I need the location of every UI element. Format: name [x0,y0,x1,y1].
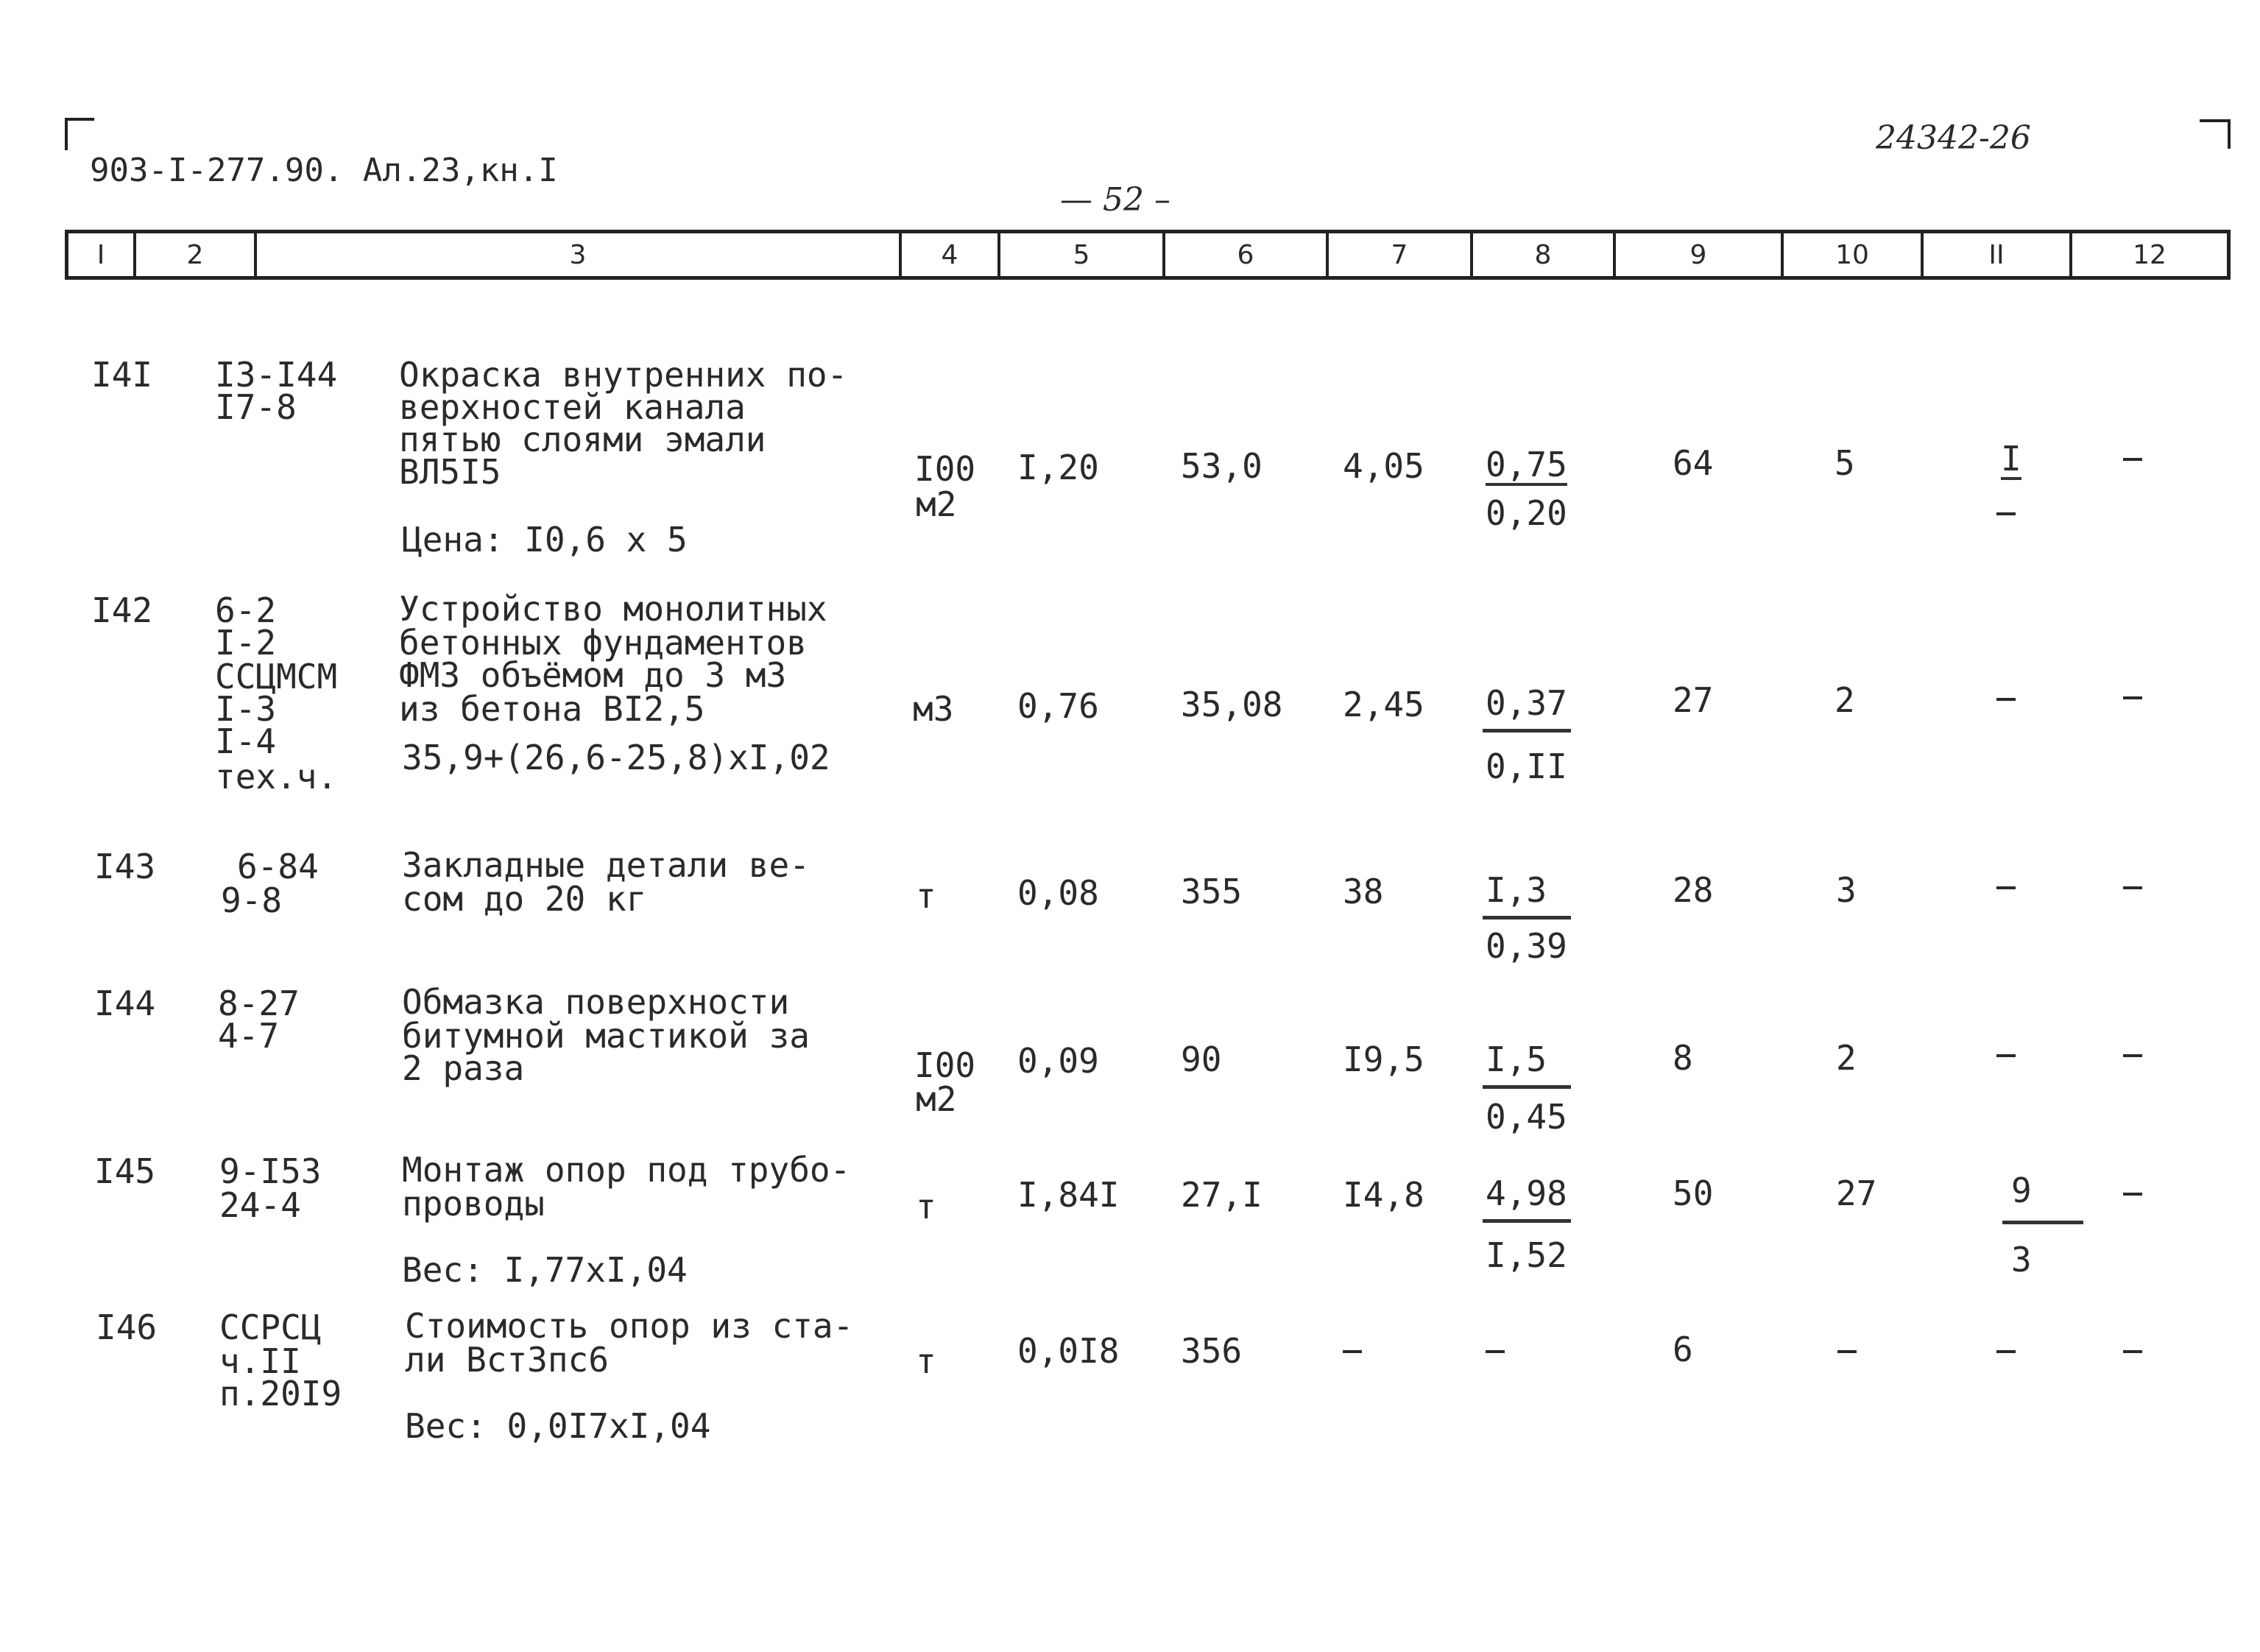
norm-code: I-2 [215,623,277,663]
col11-dash [1996,698,2016,701]
work-description: 2 раза [402,1048,525,1088]
work-description: проводы [402,1184,545,1224]
total-cost: 2,45 [1343,685,1424,724]
wage-bottom: 0,39 [1486,926,1567,966]
col12-dash [2123,886,2142,889]
norm-code: I3-I44 [215,355,338,395]
work-description: Монтаж опор под трубо- [402,1150,851,1190]
norm-code: 6-84 [237,847,319,886]
wage-bottom: 0,II [1486,746,1567,786]
norm-code: п.20I9 [219,1374,342,1413]
col12-dash [2123,1054,2142,1057]
work-description: ли ВстЗпс6 [405,1340,609,1380]
row-number: I45 [94,1151,156,1191]
price-note: Цена: I0,6 х 5 [402,520,688,560]
work-description: битумной мастикой за [402,1016,810,1056]
fraction-line [1483,1085,1571,1089]
col11-dash [1996,886,2016,889]
unit-cost: 35,08 [1181,685,1283,724]
col11-bottom: 3 [2011,1240,2032,1279]
row-number: I42 [91,590,153,630]
unit: т [916,1341,936,1381]
col12-dash [2123,458,2142,461]
column-header: 8 [1470,233,1613,276]
column-header: 6 [1162,233,1326,276]
total-cost: 4,05 [1343,446,1424,486]
work-description: верхностей канала [399,387,746,427]
norm-code: ч.II [219,1341,301,1381]
quantity: I,20 [1017,448,1099,487]
quantity: 0,09 [1017,1041,1099,1081]
work-description: ФМ3 объёмом до 3 м3 [399,655,787,695]
document-reference: 903-I-277.90. Ал.23,кн.I [90,152,558,189]
col10-value: 2 [1835,680,1855,720]
archive-number: 24342-26 [1876,119,2031,157]
col7-dash [1343,1350,1362,1353]
work-description: бетонных фундаментов [399,623,807,663]
corner-mark-left [65,118,94,150]
col9-value: 6 [1673,1330,1693,1369]
norm-code: 8-27 [218,984,300,1023]
column-header: II [1921,233,2069,276]
norm-code: I-3 [215,689,277,729]
unit-cost: 355 [1181,872,1243,911]
col11-bottom-dash [1996,512,2016,515]
total-cost: I4,8 [1343,1175,1424,1215]
work-description: Окраска внутренних по- [399,355,848,395]
weight-note: Вес: I,77хI,04 [402,1250,688,1290]
unit-cost: 356 [1181,1331,1243,1371]
unit: I00 [914,449,976,489]
wage-top: 4,98 [1486,1173,1567,1213]
col10-value: 3 [1836,870,1857,910]
column-header: 3 [254,233,899,276]
column-header: 4 [899,233,997,276]
col9-value: 27 [1673,680,1714,720]
norm-code: тех.ч. [215,757,338,797]
unit: I00 [914,1045,976,1085]
col9-value: 64 [1673,443,1714,483]
col12-dash [2123,1350,2142,1353]
column-header: 12 [2069,233,2227,276]
column-header-row [65,230,2231,280]
column-header: 5 [997,233,1162,276]
col12-dash [2123,696,2142,699]
work-description: Стоимость опор из ста- [405,1306,854,1346]
work-description: сом до 20 кг [402,879,647,919]
norm-code: 9-I53 [219,1151,322,1191]
unit-cost: 27,I [1181,1175,1263,1215]
wage-top-value: 0,75 [1486,445,1567,484]
col11-top: 9 [2011,1171,2032,1210]
col11-dash [1996,1350,2016,1353]
col9-value: 50 [1673,1173,1714,1213]
col11-dash [1996,1054,2016,1057]
row-number: I4I [91,355,153,395]
fraction-line [1483,1219,1571,1223]
row-number: I43 [94,847,156,886]
norm-code: 24-4 [219,1185,301,1225]
unit-cost: 90 [1181,1039,1222,1079]
work-description: пятью слоями эмали [399,420,766,459]
unit: м3 [913,689,954,729]
unit-cost: 53,0 [1181,446,1263,486]
work-description: Устройство монолитных [399,589,827,629]
row-number: I46 [96,1307,158,1347]
norm-code: 4-7 [218,1016,280,1056]
col12-dash [2123,1193,2142,1196]
row-number: I44 [94,984,156,1023]
norm-code: 9-8 [221,880,283,920]
work-description: из бетона BI2,5 [399,689,705,729]
column-header: I [96,239,105,270]
col8-dash [1486,1350,1505,1353]
corner-mark-right [2200,119,2231,149]
col9-value: 8 [1673,1038,1693,1078]
total-cost: 38 [1343,872,1384,911]
work-description: Закладные детали ве- [402,845,810,885]
quantity: 0,76 [1017,686,1099,726]
quantity: I,84I [1017,1175,1120,1215]
wage-top: I,5 [1486,1039,1547,1079]
norm-code: I7-8 [215,387,297,427]
price-note: 35,9+(26,6-25,8)хI,02 [402,738,830,777]
quantity: 0,08 [1017,873,1099,913]
col10-dash [1837,1350,1857,1353]
wage-bottom: 0,20 [1486,493,1567,533]
work-description: Обмазка поверхности [402,982,790,1022]
work-description: ВЛ5I5 [399,452,501,492]
column-header: 9 [1613,233,1781,276]
fraction-line [1483,729,1571,733]
wage-bottom: I,52 [1486,1235,1567,1275]
col10-value: 27 [1836,1173,1877,1213]
fraction-line [2002,1221,2083,1224]
wage-top [1486,445,1567,486]
norm-code: ССЦМСМ [215,657,338,696]
fraction-line [1483,916,1571,919]
column-header: 10 [1781,233,1921,276]
unit: т [916,876,936,916]
total-cost: I9,5 [1343,1039,1424,1079]
col10-value: 2 [1836,1038,1857,1078]
page-number: — 52 – [1060,181,1170,219]
wage-top: I,3 [1486,870,1547,910]
weight-note: Вес: 0,0I7хI,04 [405,1406,711,1446]
norm-code: 6-2 [215,590,277,630]
col9-value: 28 [1673,870,1714,910]
col11-top-value: I [2001,439,2021,479]
quantity: 0,0I8 [1017,1331,1120,1371]
column-header: 7 [1326,233,1470,276]
wage-bottom: 0,45 [1486,1097,1567,1137]
wage-top: 0,37 [1486,683,1567,723]
unit: м2 [916,484,957,524]
column-header: 2 [133,233,254,276]
unit: м2 [916,1079,957,1119]
unit: т [916,1187,936,1226]
col11-top [2001,439,2021,480]
col10-value: 5 [1835,443,1855,483]
norm-code: I-4 [215,721,277,761]
norm-code: ССРСЦ [219,1307,322,1347]
